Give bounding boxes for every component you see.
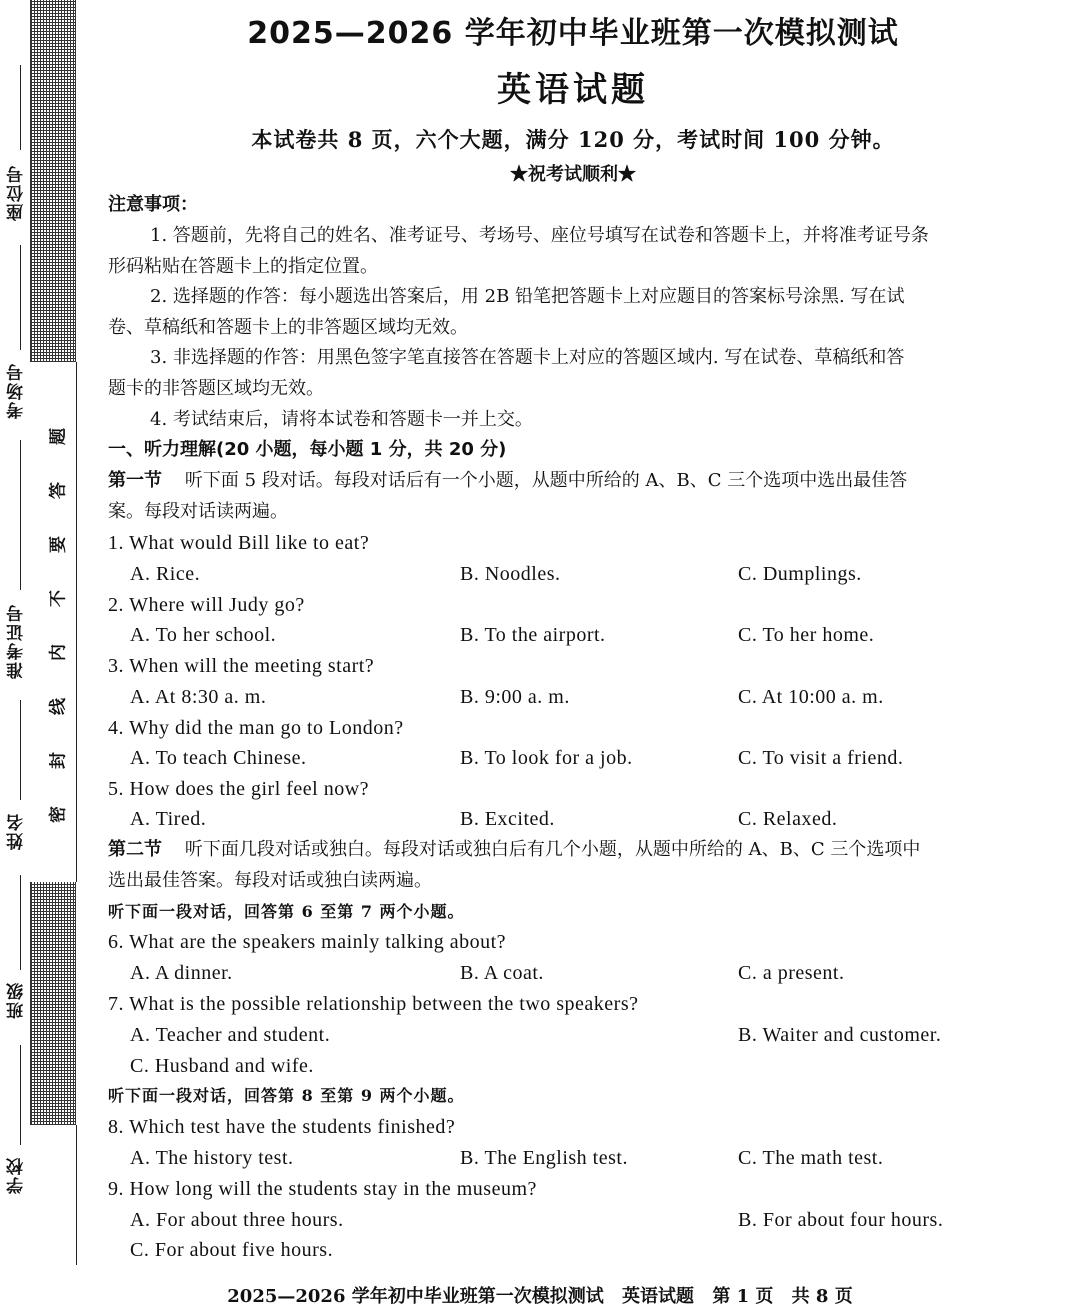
field-line-seat: [20, 65, 21, 150]
part1-instruction-cont: 案。每段对话读两遍。: [108, 501, 288, 522]
warning-char: 封: [48, 752, 69, 769]
option-a: A. A dinner.: [130, 962, 233, 984]
option-a: A. The history test.: [130, 1147, 294, 1169]
option-c: C. Dumplings.: [738, 563, 862, 585]
question: 2. Where will Judy go?: [108, 594, 305, 616]
option-c: C. To her home.: [738, 624, 875, 646]
part1-label: 第一节: [108, 470, 162, 491]
option-b: B. For about four hours.: [738, 1209, 944, 1231]
notes-line: 卷、草稿纸和答题卡上的非答题区域均无效。: [108, 317, 468, 338]
hatch-bottom: [30, 882, 76, 1125]
question: 1. What would Bill like to eat?: [108, 532, 370, 554]
notes-heading: 注意事项：: [108, 194, 198, 215]
hatch-top: [30, 0, 76, 362]
option-c: C. a present.: [738, 962, 845, 984]
warning-char: 题: [48, 428, 69, 445]
exam-title: 2025—2026 学年初中毕业班第一次模拟测试: [247, 16, 899, 51]
option-a: A. Teacher and student.: [130, 1024, 331, 1046]
option-c: C. Relaxed.: [738, 808, 838, 830]
label-room: 考场号: [7, 362, 27, 420]
warning-char: 线: [48, 698, 69, 715]
dialogue-instruction: 听下面一段对话，回答第 8 至第 9 两个小题。: [108, 1086, 465, 1105]
label-admission: 准考证号: [7, 603, 27, 679]
footer-title: 2025—2026 学年初中毕业班第一次模拟测试: [227, 1286, 604, 1307]
notes-line: 题卡的非答题区域均无效。: [108, 378, 324, 399]
question: 9. How long will the students stay in the museum?: [108, 1178, 537, 1200]
section-title: 一、听力理解(20 小题，每小题 1 分，共 20 分): [108, 439, 507, 460]
exam-wish: ★祝考试顺利★: [510, 164, 636, 185]
option-a: A. At 8:30 a. m.: [130, 686, 267, 708]
label-class: 班级: [7, 981, 27, 1019]
label-name: 姓名: [7, 812, 27, 850]
exam-subject: 英语试题: [497, 70, 649, 110]
notes-line: 1. 答题前，先将自己的姓名、准考证号、考场号、座位号填写在试卷和答题卡上，并将准考证号条: [150, 225, 929, 246]
option-b: B. A coat.: [460, 962, 544, 984]
option-a: A. To her school.: [130, 624, 277, 646]
option-c: C. For about five hours.: [130, 1239, 334, 1261]
part1-text: 听下面 5 段对话。每段对话后有一个小题，从题中所给的 A、B、C 三个选项中选出最佳答: [184, 470, 908, 491]
part2-instruction-cont: 选出最佳答案。每段对话或独白读两遍。: [108, 870, 432, 891]
warning-char: 不: [48, 590, 69, 607]
question: 5. How does the girl feel now?: [108, 778, 370, 800]
footer-subject: 英语试题: [622, 1286, 695, 1307]
question: 4. Why did the man go to London?: [108, 717, 404, 739]
part2-text: 听下面几段对话或独白。每段对话或独白后有几个小题，从题中所给的 A、B、C 三个选项中: [184, 839, 921, 860]
question: 7. What is the possible relationship between the two speakers?: [108, 993, 639, 1015]
exam-info: 本试卷共 8 页，六个大题，满分 120 分，考试时间 100 分钟。: [251, 127, 895, 152]
seal-line-bottom: [76, 1125, 77, 1265]
dialogue-instruction: 听下面一段对话，回答第 6 至第 7 两个小题。: [108, 902, 465, 921]
footer-page: 第 1 页: [712, 1286, 774, 1307]
warning-char: 要: [48, 536, 69, 553]
label-seat: 座位号: [7, 164, 27, 222]
notes-line: 3. 非选择题的作答：用黑色签字笔直接答在答题卡上对应的答题区域内. 写在试卷、草稿纸和答: [150, 347, 905, 368]
question: 3. When will the meeting start?: [108, 655, 375, 677]
part1-instruction: [108, 467, 1038, 495]
notes-line: 4. 考试结束后，请将本试卷和答题卡一并上交。: [150, 409, 533, 430]
binding-margin: [0, 0, 82, 1311]
field-line-class: [20, 875, 21, 970]
option-a: A. To teach Chinese.: [130, 747, 307, 769]
field-line-admission: [20, 440, 21, 590]
question: 8. Which test have the students finished?: [108, 1116, 456, 1138]
page-footer: [0, 1282, 1080, 1308]
part2-label: 第二节: [108, 839, 162, 860]
option-c: C. At 10:00 a. m.: [738, 686, 884, 708]
option-b: B. The English test.: [460, 1147, 628, 1169]
option-b: B. Noodles.: [460, 563, 561, 585]
notes-line: 2. 选择题的作答：每小题选出答案后，用 2B 铅笔把答题卡上对应题目的答案标号涂黑. 写在试: [150, 286, 905, 307]
label-school: 学校: [7, 1156, 27, 1194]
field-line-room: [20, 245, 21, 350]
option-b: B. 9:00 a. m.: [460, 686, 570, 708]
notes-line: 形码粘贴在答题卡上的指定位置。: [108, 256, 378, 277]
option-b: B. To look for a job.: [460, 747, 633, 769]
option-a: A. Rice.: [130, 563, 201, 585]
warning-char: 内: [48, 644, 69, 661]
part2-instruction: [108, 836, 1038, 864]
option-c: C. To visit a friend.: [738, 747, 904, 769]
field-line-name: [20, 700, 21, 800]
seal-line-top: [76, 362, 77, 882]
option-a: A. Tired.: [130, 808, 207, 830]
footer-total: 共 8 页: [791, 1286, 853, 1307]
option-c: C. Husband and wife.: [130, 1055, 314, 1077]
warning-char: 答: [48, 482, 69, 499]
option-b: B. To the airport.: [460, 624, 606, 646]
option-b: B. Excited.: [460, 808, 555, 830]
option-c: C. The math test.: [738, 1147, 884, 1169]
question: 6. What are the speakers mainly talking about?: [108, 931, 507, 953]
field-line-school: [20, 1045, 21, 1145]
warning-char: 密: [48, 806, 69, 823]
option-b: B. Waiter and customer.: [738, 1024, 942, 1046]
option-a: A. For about three hours.: [130, 1209, 344, 1231]
